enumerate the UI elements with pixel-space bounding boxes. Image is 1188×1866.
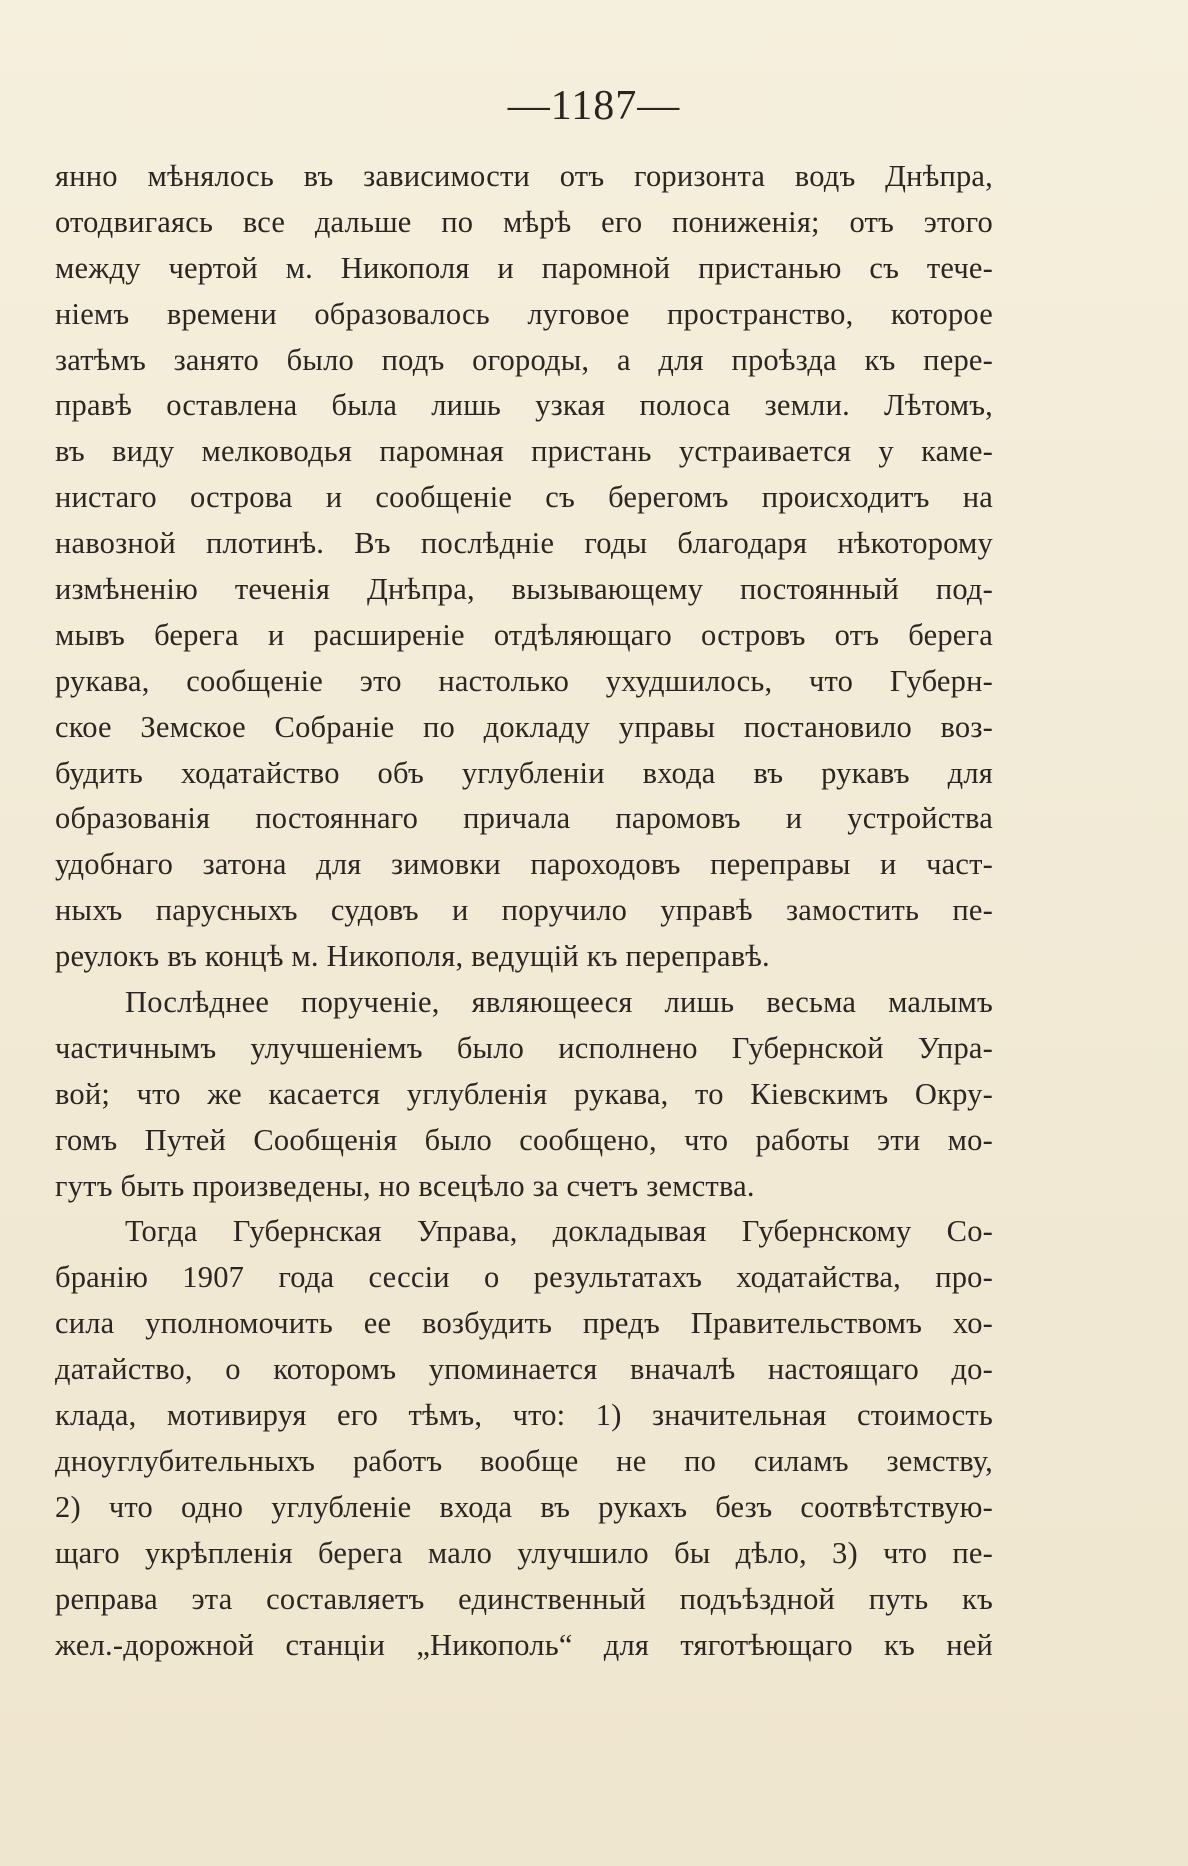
text-line: гутъ быть произведены, но всецѣло за счетъ земства. <box>55 1168 755 1203</box>
text-line: измѣненію теченія Днѣпра, вызывающему постоянный под- <box>55 572 993 607</box>
text-line: ніемъ времени образовалось луговое пространство, которое <box>55 296 993 331</box>
text-line: Тогда Губернская Управа, докладывая Губернскому Со- <box>125 1214 993 1249</box>
text-line: образованія постояннаго причала паромовъ и устройства <box>55 801 993 836</box>
text-line: гомъ Путей Сообщенія было сообщено, что работы эти мо- <box>55 1122 993 1157</box>
text-line: бранію 1907 года сессіи о результатахъ ходатайства, про- <box>55 1260 993 1295</box>
text-line: нистаго острова и сообщеніе съ берегомъ происходитъ на <box>55 480 993 515</box>
text-line: между чертой м. Никополя и паромной пристанью съ тече- <box>55 250 993 285</box>
text-line: частичнымъ улучшеніемъ было исполнено Губернской Упра- <box>55 1030 993 1065</box>
text-line: ское Земское Собраніе по докладу управы постановило воз- <box>55 709 993 744</box>
text-line: въ виду мелководья паромная пристань устраивается у каме- <box>55 434 993 469</box>
text-line: дноуглубительныхъ работъ вообще не по силамъ земству, <box>55 1443 993 1478</box>
text-line: клада, мотивируя его тѣмъ, что: 1) значительная стоимость <box>55 1398 993 1433</box>
text-line: ныхъ парусныхъ судовъ и поручило управѣ замостить пе- <box>55 893 993 928</box>
page-number: —1187— <box>507 83 681 129</box>
text-line: жел.-дорожной станціи „Никополь“ для тяготѣющаго къ ней <box>55 1627 993 1662</box>
body-text <box>55 154 993 1668</box>
text-line: янно мѣнялось въ зависимости отъ горизонта водъ Днѣпра, <box>55 159 993 193</box>
text-line: щаго укрѣпленія берега мало улучшило бы дѣло, 3) что пе- <box>55 1535 993 1570</box>
text-line: отодвигаясь все дальше по мѣрѣ его пониженія; отъ этого <box>55 204 993 239</box>
text-line: мывъ берега и расширеніе отдѣляющаго островъ отъ берега <box>55 617 993 652</box>
text-line: удобнаго затона для зимовки пароходовъ переправы и част- <box>55 847 993 882</box>
text-line: датайство, о которомъ упоминается вначалѣ настоящаго до- <box>55 1352 993 1387</box>
text-line: 2) что одно углубленіе входа въ рукахъ безъ соотвѣтствую- <box>55 1489 993 1524</box>
text-line: будить ходатайство объ углубленіи входа въ рукавъ для <box>55 755 993 790</box>
text-line: рукава, сообщеніе это настолько ухудшилось, что Губерн- <box>55 663 993 698</box>
text-line: реулокъ въ концѣ м. Никополя, ведущій къ переправѣ. <box>55 939 770 974</box>
text-line: реправа эта составляетъ единственный подъѣздной путь къ <box>55 1581 993 1616</box>
text-line: вой; что же касается углубленія рукава, то Кіевскимъ Окру- <box>55 1076 993 1111</box>
text-line: навозной плотинѣ. Въ послѣдніе годы благодаря нѣкоторому <box>55 526 993 561</box>
text-line: правѣ оставлена была лишь узкая полоса земли. Лѣтомъ, <box>55 388 993 423</box>
text-line: Послѣднее порученіе, являющееся лишь весьма малымъ <box>125 985 993 1020</box>
text-line: сила уполномочить ее возбудить предъ Правительствомъ хо- <box>55 1306 993 1341</box>
text-line: затѣмъ занято было подъ огороды, а для проѣзда къ пере- <box>55 342 993 377</box>
